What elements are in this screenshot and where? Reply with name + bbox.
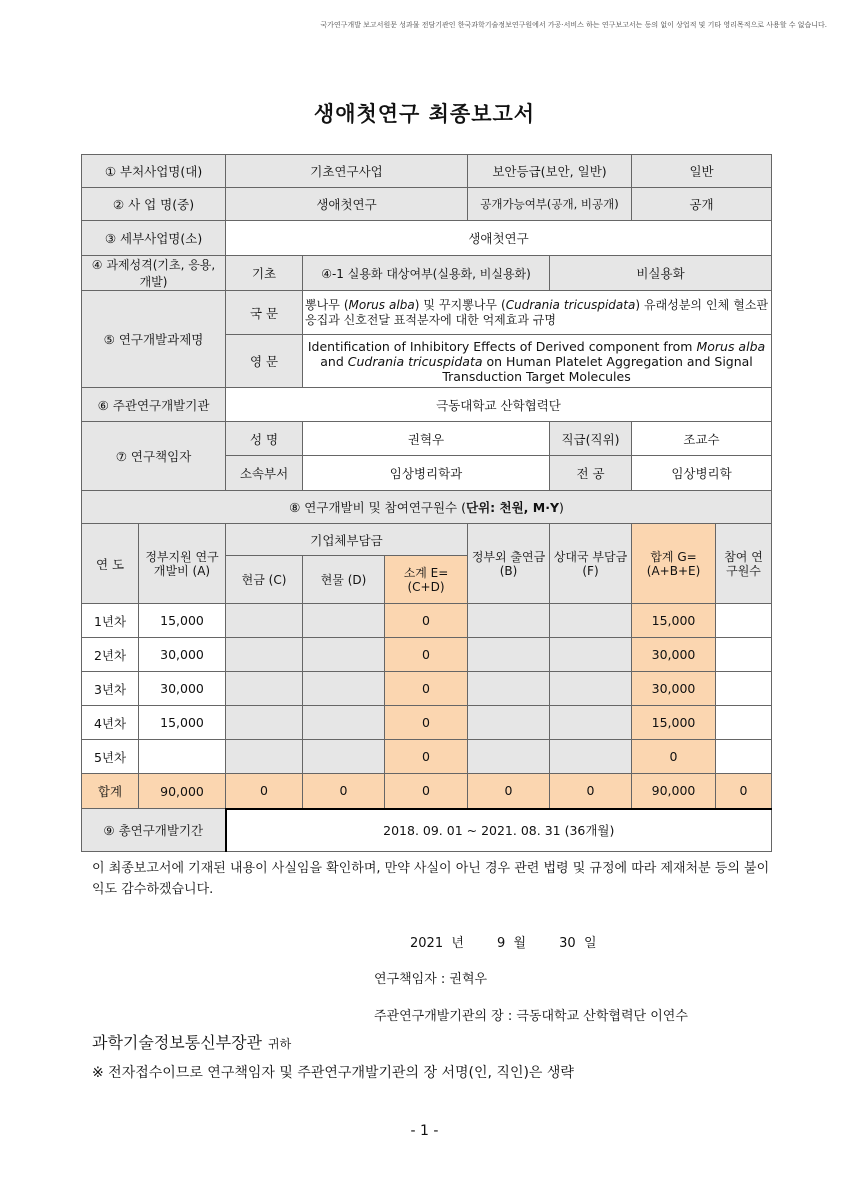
- inkind-cell: [303, 604, 385, 638]
- total-cell: 30,000: [632, 638, 716, 672]
- label-pi-rank: 직급(직위): [550, 422, 632, 456]
- row-pi-name: [82, 422, 772, 456]
- value-program-name: 생애첫연구: [226, 188, 468, 221]
- total-cell: 30,000: [632, 672, 716, 706]
- partner-cell: [550, 740, 632, 774]
- sum-gov-cell: 90,000: [139, 774, 226, 809]
- label-title-english: 영 문: [226, 335, 303, 388]
- signature-omission-note: ※ 전자접수이므로 연구책임자 및 주관연구개발기관의 장 서명(인, 직인)은 생략: [92, 1065, 574, 1081]
- report-date: 2021 년 9 월 30 일: [410, 936, 597, 951]
- researchers-cell: [716, 638, 772, 672]
- gov-cell: 15,000: [139, 604, 226, 638]
- row-institution: [82, 388, 772, 422]
- label-institution: ⑥ 주관연구개발기관: [82, 388, 226, 422]
- outside-cell: [468, 672, 550, 706]
- label-subprogram: ③ 세부사업명(소): [82, 221, 226, 256]
- value-disclosure: 공개: [632, 188, 772, 221]
- label-principal-investigator: ⑦ 연구책임자: [82, 422, 226, 491]
- label-pi-dept: 소속부서: [226, 456, 303, 491]
- value-project-type: 기초: [226, 256, 303, 291]
- label-commercialization: ④-1 실용화 대상여부(실용화, 비실용화): [303, 256, 550, 291]
- value-commercialization: 비실용화: [550, 256, 772, 291]
- report-summary-table: [81, 154, 772, 852]
- year-cell: 2년차: [82, 638, 139, 672]
- budget-heading: ⑧ 연구개발비 및 참여연구원수 (단위: 천원, M·Y): [82, 491, 772, 524]
- cash-cell: [226, 740, 303, 774]
- inkind-cell: [303, 706, 385, 740]
- table-row: [82, 672, 772, 706]
- label-pi-name: 성 명: [226, 422, 303, 456]
- head-signature-line: 주관연구개발기관의 장 : 극동대학교 산학협력단 이연수: [374, 1009, 688, 1024]
- value-ministry-program: 기초연구사업: [226, 155, 468, 188]
- subtotal-cell: 0: [385, 638, 468, 672]
- researchers-cell: [716, 672, 772, 706]
- researchers-cell: [716, 706, 772, 740]
- col-subtotal: 소계 E=(C+D): [385, 556, 468, 604]
- sum-partner-cell: 0: [550, 774, 632, 809]
- cash-cell: [226, 672, 303, 706]
- cash-cell: [226, 638, 303, 672]
- label-disclosure: 공개가능여부(공개, 비공개): [468, 188, 632, 221]
- col-researchers: 참여 연구원수: [716, 524, 772, 604]
- col-total: 합계 G=(A+B+E): [632, 524, 716, 604]
- value-subprogram: 생애첫연구: [226, 221, 772, 256]
- row-ministry-program: [82, 155, 772, 188]
- year-cell: 4년차: [82, 706, 139, 740]
- sum-subtotal-cell: 0: [385, 774, 468, 809]
- partner-cell: [550, 672, 632, 706]
- inkind-cell: [303, 638, 385, 672]
- sum-total-cell: 90,000: [632, 774, 716, 809]
- partner-cell: [550, 706, 632, 740]
- table-row: [82, 740, 772, 774]
- sum-outside-cell: 0: [468, 774, 550, 809]
- row-budget-header-1: [82, 524, 772, 556]
- value-title-english: Identification of Inhibitory Effects of Derived component from Morus alba and Cudrania tricuspidata on Human Platelet Aggregation and Signal Transduction Target Molecules: [303, 335, 772, 388]
- subtotal-cell: 0: [385, 706, 468, 740]
- col-gov-funding: 정부지원 연구개발비 (A): [139, 524, 226, 604]
- outside-cell: [468, 638, 550, 672]
- recipient: 과학기술정보통신부장관 귀하: [92, 1033, 292, 1052]
- col-cash: 현금 (C): [226, 556, 303, 604]
- row-project-type: [82, 256, 772, 291]
- value-pi-major: 임상병리학: [632, 456, 772, 491]
- outside-cell: [468, 740, 550, 774]
- partner-cell: [550, 638, 632, 672]
- value-pi-rank: 조교수: [632, 422, 772, 456]
- gov-cell: 15,000: [139, 706, 226, 740]
- label-program-name: ② 사 업 명(중): [82, 188, 226, 221]
- col-company-share: 기업체부담금: [226, 524, 468, 556]
- subtotal-cell: 0: [385, 672, 468, 706]
- table-row: [82, 604, 772, 638]
- value-pi-dept: 임상병리학과: [303, 456, 550, 491]
- year-cell: 1년차: [82, 604, 139, 638]
- label-security-level: 보안등급(보안, 일반): [468, 155, 632, 188]
- copyright-notice: 국가연구개발 보고서원문 성과물 전담기관인 한국과학기술정보연구원에서 가공·서비스 하는 연구보고서는 동의 없이 상업적 및 기타 영리목적으로 사용할 수 없습니다.: [320, 21, 827, 29]
- year-cell: 3년차: [82, 672, 139, 706]
- page-number: - 1 -: [410, 1123, 439, 1139]
- pi-signature-line: 연구책임자 : 권혁우: [374, 972, 488, 987]
- partner-cell: [550, 604, 632, 638]
- table-row-sum: [82, 774, 772, 809]
- row-period: [82, 809, 772, 852]
- inkind-cell: [303, 740, 385, 774]
- researchers-cell: [716, 604, 772, 638]
- confirmation-statement: 이 최종보고서에 기재된 내용이 사실임을 확인하며, 만약 사실이 아닌 경우 관련 법령 및 규정에 따라 제재처분 등의 불이익도 감수하겠습니다.: [92, 861, 770, 897]
- row-subprogram: [82, 221, 772, 256]
- value-title-korean: 뽕나무 (Morus alba) 및 꾸지뽕나무 (Cudrania tricuspidata) 유래성분의 인체 혈소판응집과 신호전달 표적분자에 대한 억제효과 규명: [303, 291, 772, 335]
- total-cell: 15,000: [632, 706, 716, 740]
- gov-cell: 30,000: [139, 638, 226, 672]
- sum-cash-cell: 0: [226, 774, 303, 809]
- value-period: 2018. 09. 01 ~ 2021. 08. 31 (36개월): [226, 809, 772, 852]
- label-project-type: ④ 과제성격(기초, 응용, 개발): [82, 256, 226, 291]
- col-outside-funding: 정부외 출연금 (B): [468, 524, 550, 604]
- page-title: 생애첫연구 최종보고서: [313, 102, 536, 126]
- label-ministry-program: ① 부처사업명(대): [82, 155, 226, 188]
- row-budget-heading: [82, 491, 772, 524]
- total-cell: 0: [632, 740, 716, 774]
- col-year: 연 도: [82, 524, 139, 604]
- researchers-cell: [716, 740, 772, 774]
- value-security-level: 일반: [632, 155, 772, 188]
- col-inkind: 현물 (D): [303, 556, 385, 604]
- subtotal-cell: 0: [385, 604, 468, 638]
- sum-inkind-cell: 0: [303, 774, 385, 809]
- label-pi-major: 전 공: [550, 456, 632, 491]
- table-row: [82, 706, 772, 740]
- label-title-korean: 국 문: [226, 291, 303, 335]
- total-cell: 15,000: [632, 604, 716, 638]
- subtotal-cell: 0: [385, 740, 468, 774]
- value-institution: 극동대학교 산학협력단: [226, 388, 772, 422]
- sum-researchers-cell: 0: [716, 774, 772, 809]
- table-row: [82, 638, 772, 672]
- year-cell: 5년차: [82, 740, 139, 774]
- value-pi-name: 권혁우: [303, 422, 550, 456]
- col-partner-share: 상대국 부담금 (F): [550, 524, 632, 604]
- inkind-cell: [303, 672, 385, 706]
- label-project-title: ⑤ 연구개발과제명: [82, 291, 226, 388]
- sum-year-cell: 합계: [82, 774, 139, 809]
- cash-cell: [226, 604, 303, 638]
- outside-cell: [468, 706, 550, 740]
- outside-cell: [468, 604, 550, 638]
- gov-cell: 30,000: [139, 672, 226, 706]
- gov-cell: [139, 740, 226, 774]
- label-period: ⑨ 총연구개발기간: [82, 809, 226, 852]
- row-title-korean: [82, 291, 772, 335]
- row-program-name: [82, 188, 772, 221]
- cash-cell: [226, 706, 303, 740]
